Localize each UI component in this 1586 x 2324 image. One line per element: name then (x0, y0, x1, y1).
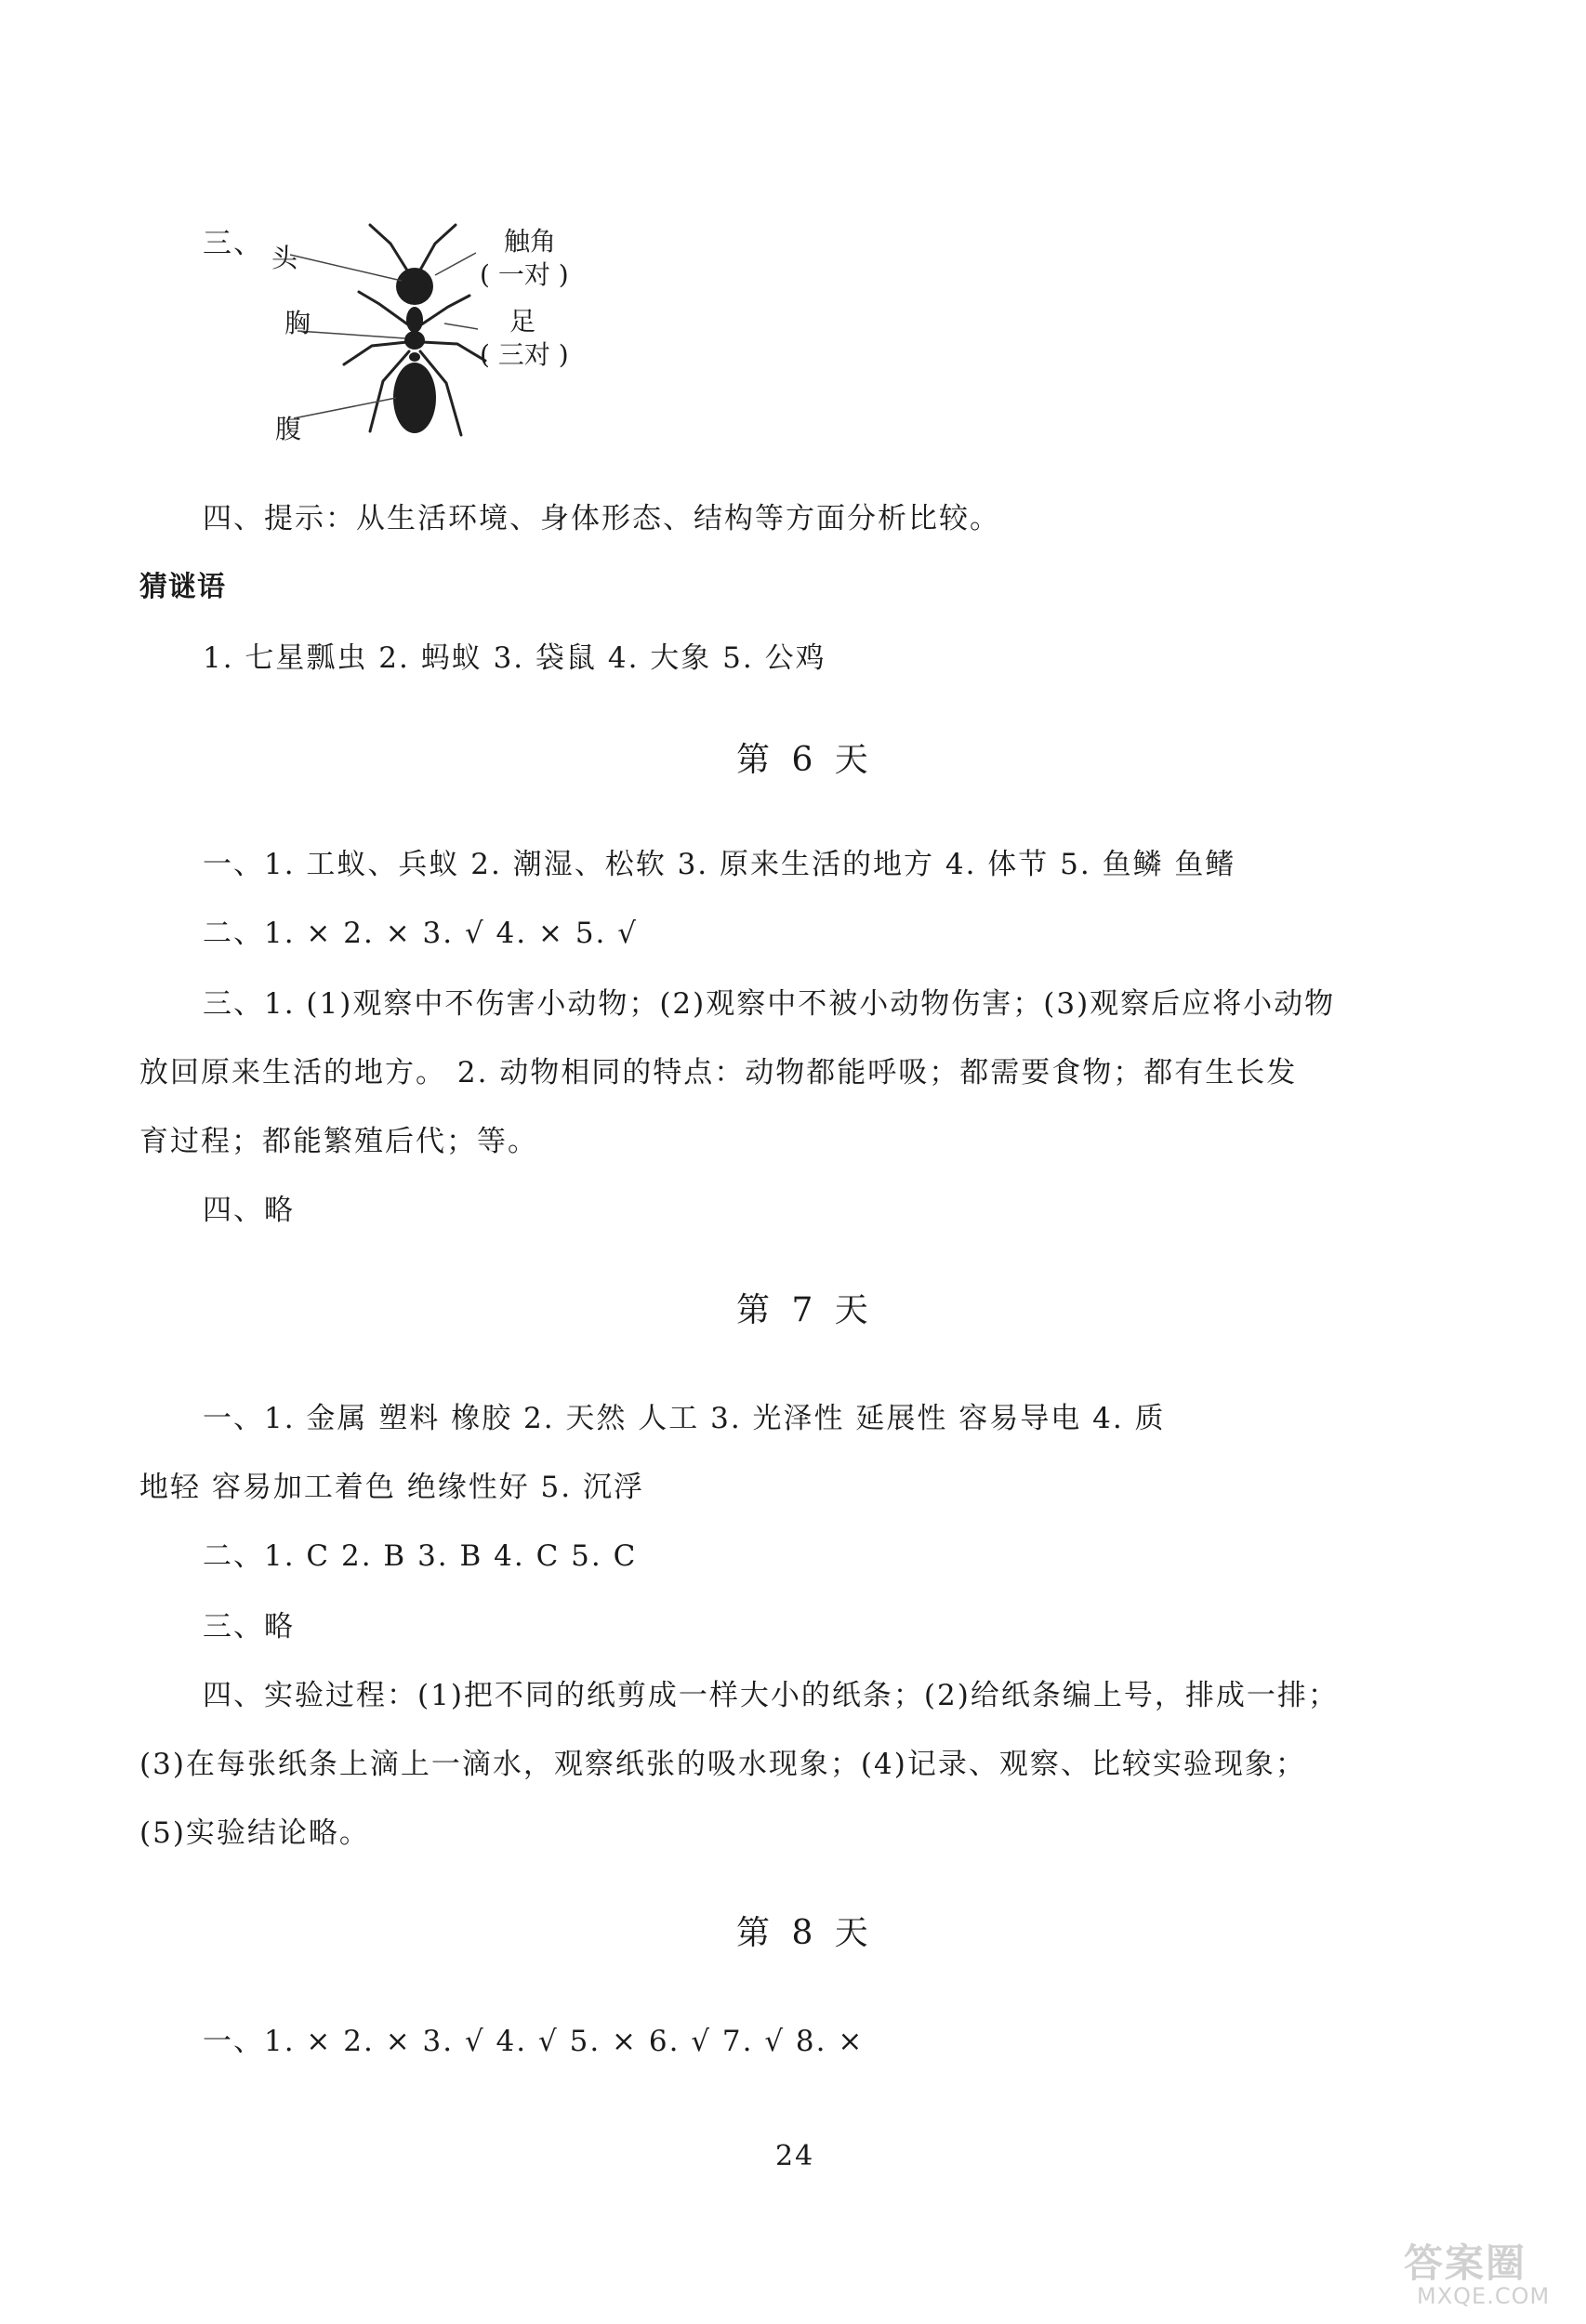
day7-q4-line1: 四、实验过程：(1)把不同的纸剪成一样大小的纸条；(2)给纸条编上号，排成一排； (203, 1679, 1339, 1712)
ant-antenna-label: 触角 (504, 226, 557, 257)
ant-antenna-note: ( 一对 ) (480, 259, 569, 290)
watermark-url: MXQE.COM (1417, 2283, 1551, 2309)
day-7-title: 第 7 天 (736, 1291, 874, 1329)
riddle-title: 猜谜语 (139, 571, 226, 603)
day6-q3-line1: 三、1. (1)观察中不伤害小动物；(2)观察中不被小动物伤害；(3)观察后应将小动物 (203, 987, 1336, 1021)
day-8-title: 第 8 天 (736, 1914, 874, 1952)
day6-q2: 二、1. × 2. × 3. √ 4. × 5. √ (203, 917, 639, 950)
day7-q4-line3: (5)实验结论略。 (139, 1816, 370, 1850)
day8-q1: 一、1. × 2. × 3. √ 4. √ 5. × 6. √ 7. √ 8. × (203, 2025, 865, 2058)
ant-chest-label: 胸 (284, 308, 311, 338)
riddle-answers: 1. 七星瓢虫 2. 蚂蚁 3. 袋鼠 4. 大象 5. 公鸡 (203, 641, 826, 675)
day6-q3-line3: 育过程；都能繁殖后代；等。 (139, 1125, 538, 1158)
day6-q3-line2: 放回原来生活的地方。 2. 动物相同的特点：动物都能呼吸；都需要食物；都有生长发 (139, 1056, 1298, 1089)
day6-q4: 四、略 (203, 1194, 295, 1227)
day7-q1-line1: 一、1. 金属 塑料 橡胶 2. 天然 人工 3. 光泽性 延展性 容易导电 4. 质 (203, 1402, 1166, 1435)
section-3-prefix: 三、 (203, 227, 264, 260)
section-4-hint: 四、提示：从生活环境、身体形态、结构等方面分析比较。 (203, 502, 1000, 535)
day-6-title: 第 6 天 (736, 741, 874, 779)
day7-q1-line2: 地轻 容易加工着色 绝缘性好 5. 沉浮 (139, 1471, 644, 1504)
day6-q1: 一、1. 工蚁、兵蚁 2. 潮湿、松软 3. 原来生活的地方 4. 体节 5. 鱼鳞 鱼鳍 (203, 848, 1236, 881)
ant-abdomen-label: 腹 (275, 414, 302, 444)
day7-q4-line2: (3)在每张纸条上滴上一滴水，观察纸张的吸水现象；(4)记录、观察、比较实验现象； (139, 1748, 1306, 1781)
day7-q2: 二、1. C 2. B 3. B 4. C 5. C (203, 1539, 638, 1573)
ant-legs-label: 足 (509, 306, 536, 337)
page-number: 24 (775, 2140, 815, 2172)
watermark-logo: 答案圈 (1404, 2240, 1527, 2286)
day7-q3: 三、略 (203, 1610, 295, 1644)
ant-head-label: 头 (271, 243, 298, 273)
ant-legs-note: ( 三对 ) (480, 339, 569, 370)
